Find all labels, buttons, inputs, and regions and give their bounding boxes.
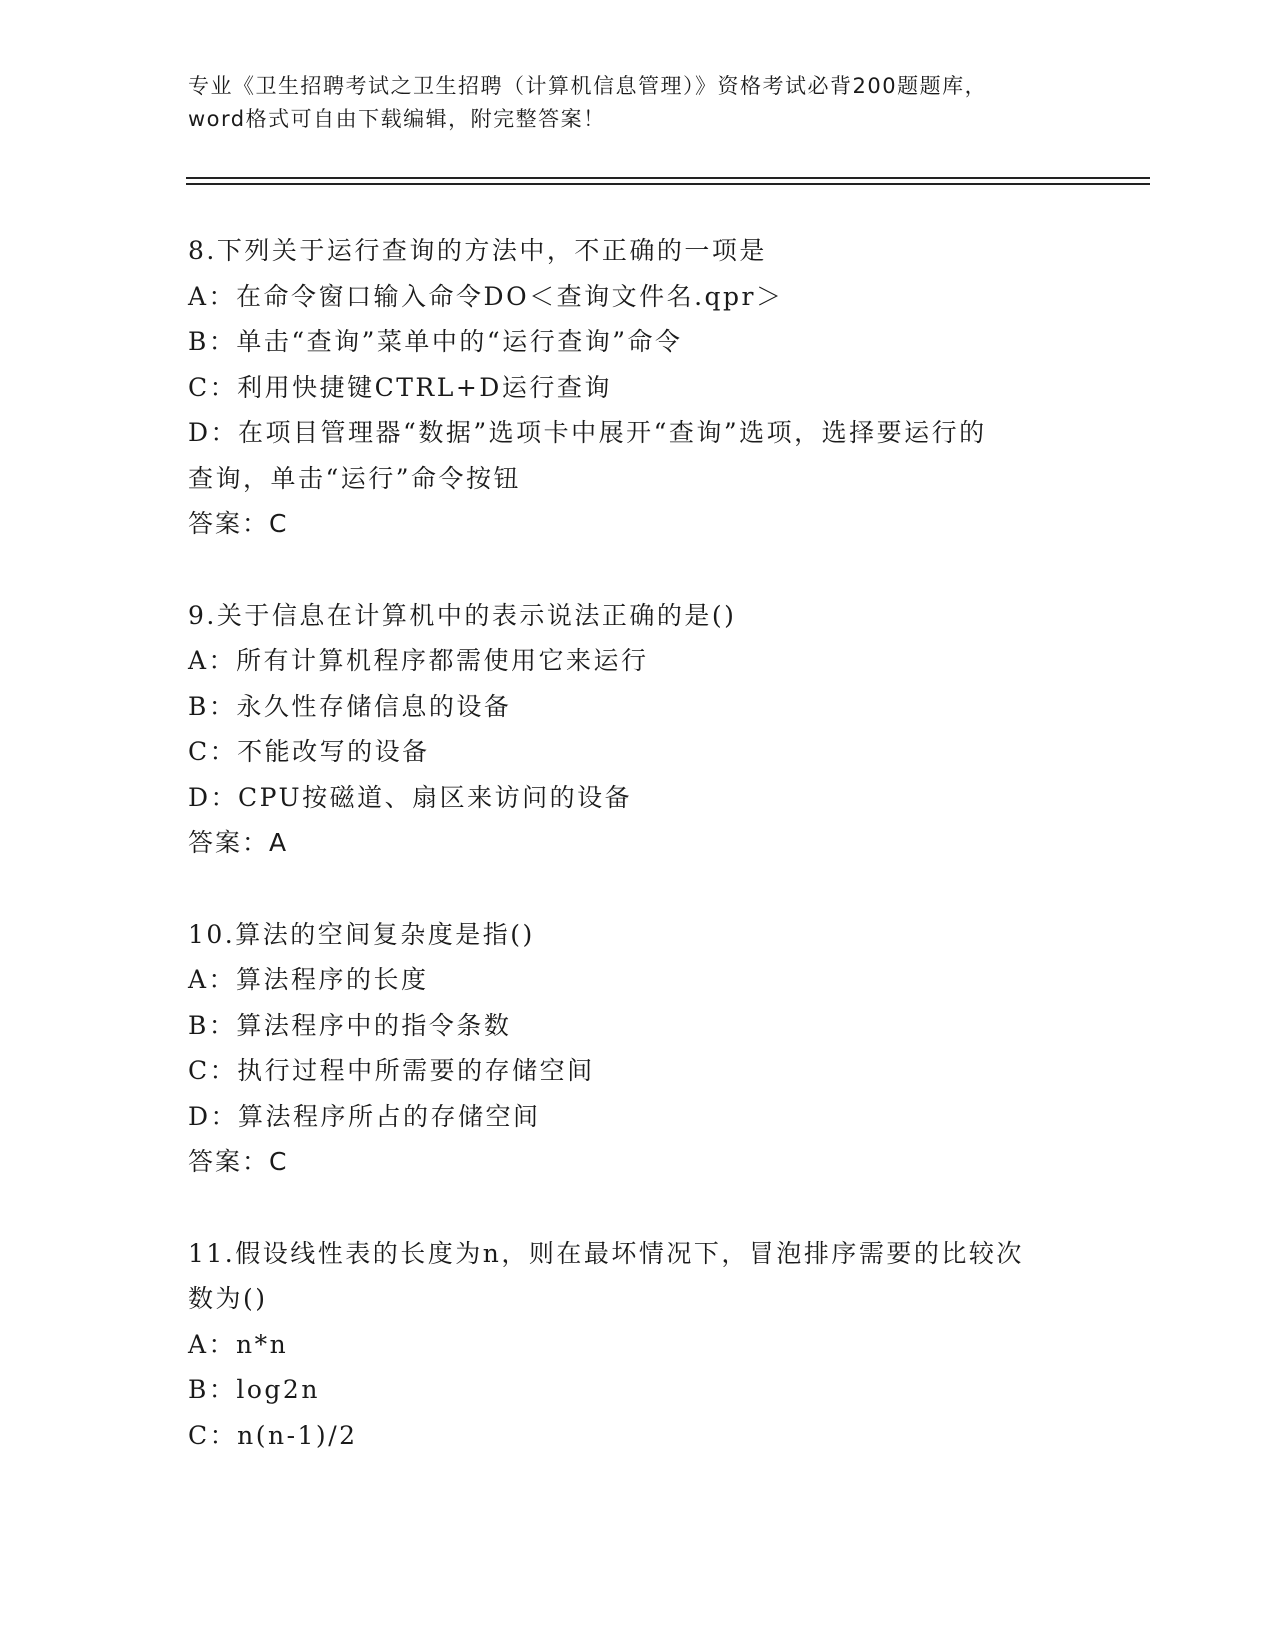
question-block — [188, 228, 1088, 547]
option-text: C：利用快捷键CTRL+D运行查询 — [188, 372, 612, 402]
header-divider-top — [186, 177, 1150, 179]
header-line-1: 专业《卫生招聘考试之卫生招聘（计算机信息管理）》资格考试必背200题题库， — [188, 74, 988, 98]
option-text: A：n*n — [188, 1329, 289, 1359]
option-text: D：算法程序所占的存储空间 — [188, 1101, 541, 1131]
answer-text: 答案：A — [188, 828, 289, 857]
question-text: 11.假设线性表的长度为n，则在最坏情况下，冒泡排序需要的比较次 — [188, 1238, 1024, 1268]
question-block — [188, 912, 1088, 1185]
question-text: 9.关于信息在计算机中的表示说法正确的是() — [188, 600, 737, 630]
answer-text: 答案：C — [188, 1147, 289, 1176]
option-text: A：算法程序的长度 — [188, 965, 429, 994]
question-text: 8.下列关于运行查询的方法中，不正确的一项是 — [188, 236, 767, 265]
option-text: 查询，单击“运行”命令按钮 — [188, 463, 522, 493]
question-block — [188, 1231, 1088, 1459]
question-list — [188, 228, 1088, 1504]
option-text: A：所有计算机程序都需使用它来运行 — [188, 646, 649, 675]
answer-text: 答案：C — [188, 509, 289, 538]
option-text: D：在项目管理器“数据”选项卡中展开“查询”选项，选择要运行的 — [188, 418, 987, 447]
option-text: B：单击“查询”菜单中的“运行查询”命令 — [188, 327, 683, 356]
document-header — [188, 70, 1088, 136]
header-line-2: word格式可自由下载编辑，附完整答案！ — [188, 107, 606, 131]
question-text: 数为() — [188, 1284, 268, 1313]
option-text: B：算法程序中的指令条数 — [188, 1010, 512, 1040]
option-text: B：永久性存储信息的设备 — [188, 691, 512, 721]
option-text: C：n(n-1)/2 — [188, 1420, 358, 1450]
question-text: 10.算法的空间复杂度是指() — [188, 919, 535, 949]
option-text: C：不能改写的设备 — [188, 737, 430, 766]
option-text: C：执行过程中所需要的存储空间 — [188, 1056, 595, 1085]
option-text: D：CPU按磁道、扇区来访问的设备 — [188, 782, 633, 812]
question-block — [188, 593, 1088, 866]
option-text: A：在命令窗口输入命令DO＜查询文件名.qpr＞ — [188, 281, 784, 311]
option-text: B：log2n — [188, 1375, 320, 1404]
header-divider-bottom — [186, 183, 1150, 185]
